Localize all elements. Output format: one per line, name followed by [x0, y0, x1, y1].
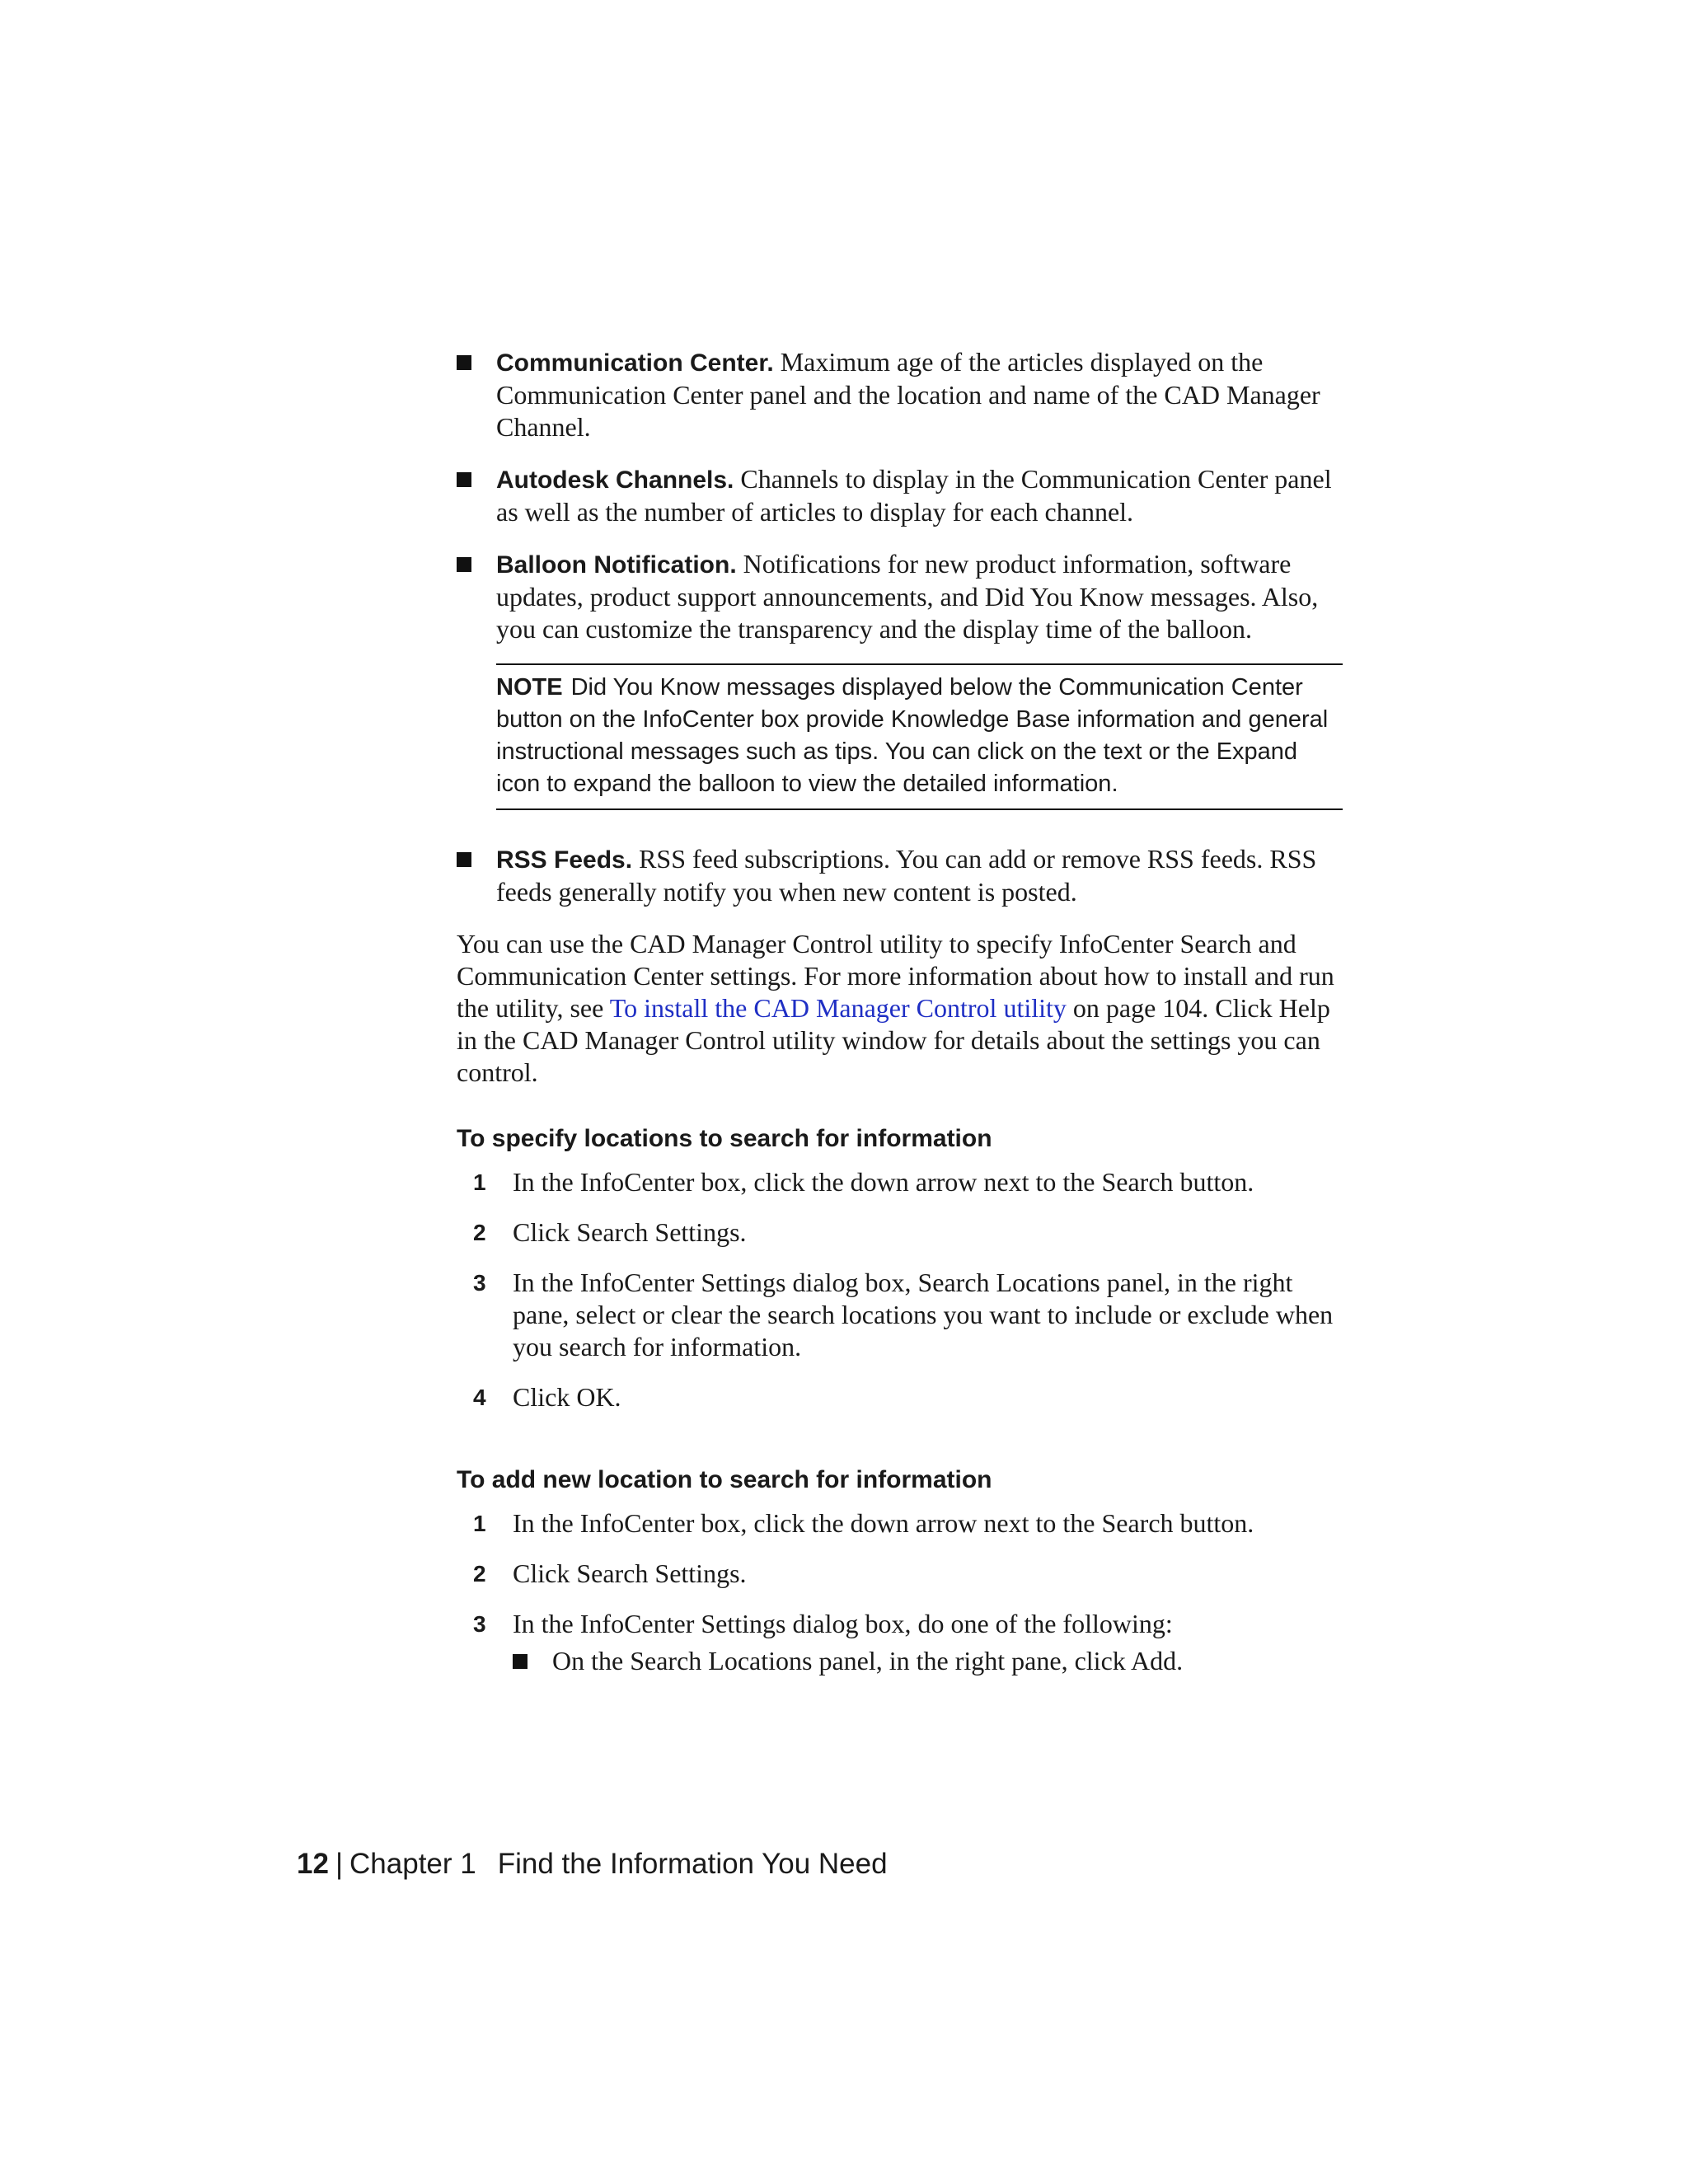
procedure-step — [457, 1381, 1343, 1413]
bullet-square-icon — [513, 1654, 528, 1669]
procedure-step — [457, 1558, 1343, 1590]
page-content — [457, 346, 1343, 1695]
footer-separator: | — [335, 1848, 344, 1880]
step-text: In the InfoCenter Settings dialog box, do one of the following: — [513, 1609, 1173, 1638]
step-number: 2 — [473, 1220, 486, 1245]
bullet-square-icon — [457, 472, 471, 487]
cad-manager-link[interactable]: To install the CAD Manager Control utility — [609, 993, 1067, 1023]
bullet-square-icon — [457, 355, 471, 370]
bullet-lead: RSS Feeds. — [496, 846, 633, 874]
step-number: 4 — [473, 1385, 486, 1410]
note-label: NOTE — [496, 674, 563, 701]
step-text: In the InfoCenter box, click the down arrow next to the Search button. — [513, 1167, 1254, 1197]
step-text: Click Search Settings. — [513, 1558, 747, 1588]
bullet-balloon-notification — [457, 548, 1343, 645]
paragraph-text-before: You can use the CAD Manager Control utility to specify InfoCenter Search and Communication Center settings. For more information about how to install and run the utility, see — [457, 929, 1334, 1023]
procedure-step — [457, 1166, 1343, 1198]
step-number: 3 — [473, 1270, 486, 1296]
bullet-autodesk-channels — [457, 463, 1343, 528]
page-footer — [297, 1846, 888, 1882]
bullet-text: Notifications for new product information, software updates, product support announcements, and Did You Know messages. Also, you can customize the transparency and the display time of the balloon. — [496, 549, 1319, 644]
paragraph-text-after: on page 104. Click Help in the CAD Manager Control utility window for details about the settings you can control. — [457, 993, 1330, 1087]
footer-chapter: Chapter 1 — [349, 1848, 476, 1880]
procedure-step — [457, 1216, 1343, 1249]
bullet-lead: Communication Center. — [496, 349, 774, 377]
bullet-square-icon — [457, 852, 471, 867]
bullet-text: RSS feed subscriptions. You can add or remove RSS feeds. RSS feeds generally notify you when new content is posted. — [496, 844, 1317, 907]
bullet-rss-feeds — [457, 843, 1343, 908]
procedure-step — [457, 1507, 1343, 1540]
step-text: Click Search Settings. — [513, 1217, 747, 1247]
step-text: In the InfoCenter Settings dialog box, Search Locations panel, in the right pane, select or clear the search locations you want to include or exclude when you search for information. — [513, 1268, 1334, 1361]
step-number: 1 — [473, 1511, 486, 1536]
procedure-heading: To add new location to search for information — [457, 1466, 992, 1493]
bullet-text: Maximum age of the articles displayed on the Communication Center panel and the location and name of the CAD Manager Channel. — [496, 347, 1320, 442]
footer-title: Find the Information You Need — [497, 1848, 888, 1880]
step-text: Click OK. — [513, 1382, 621, 1412]
note-box — [496, 663, 1343, 810]
sub-bullet-item — [513, 1645, 1343, 1677]
step-number: 2 — [473, 1561, 486, 1586]
step-number: 3 — [473, 1611, 486, 1637]
bullet-communication-center — [457, 346, 1343, 443]
cad-manager-paragraph — [457, 928, 1343, 1089]
bullet-square-icon — [457, 557, 471, 572]
sub-bullet-text: On the Search Locations panel, in the right pane, click Add. — [552, 1646, 1184, 1675]
step-number: 1 — [473, 1169, 486, 1195]
note-text: Did You Know messages displayed below the Communication Center button on the InfoCenter box provide Knowledge Base information and general instructional messages such as tips. You can click on the text or the Expand icon to expand the balloon to view the detailed information. — [496, 674, 1329, 797]
bullet-text: Channels to display in the Communication Center panel as well as the number of articles to display for each channel. — [496, 464, 1332, 527]
procedure-step — [457, 1608, 1343, 1677]
procedure-heading: To specify locations to search for information — [457, 1125, 992, 1152]
section-gap — [457, 1432, 1343, 1465]
procedure-step — [457, 1267, 1343, 1363]
bullet-lead: Autodesk Channels. — [496, 466, 734, 494]
step-text: In the InfoCenter box, click the down arrow next to the Search button. — [513, 1508, 1254, 1538]
bullet-lead: Balloon Notification. — [496, 551, 737, 579]
page-number: 12 — [297, 1848, 329, 1880]
